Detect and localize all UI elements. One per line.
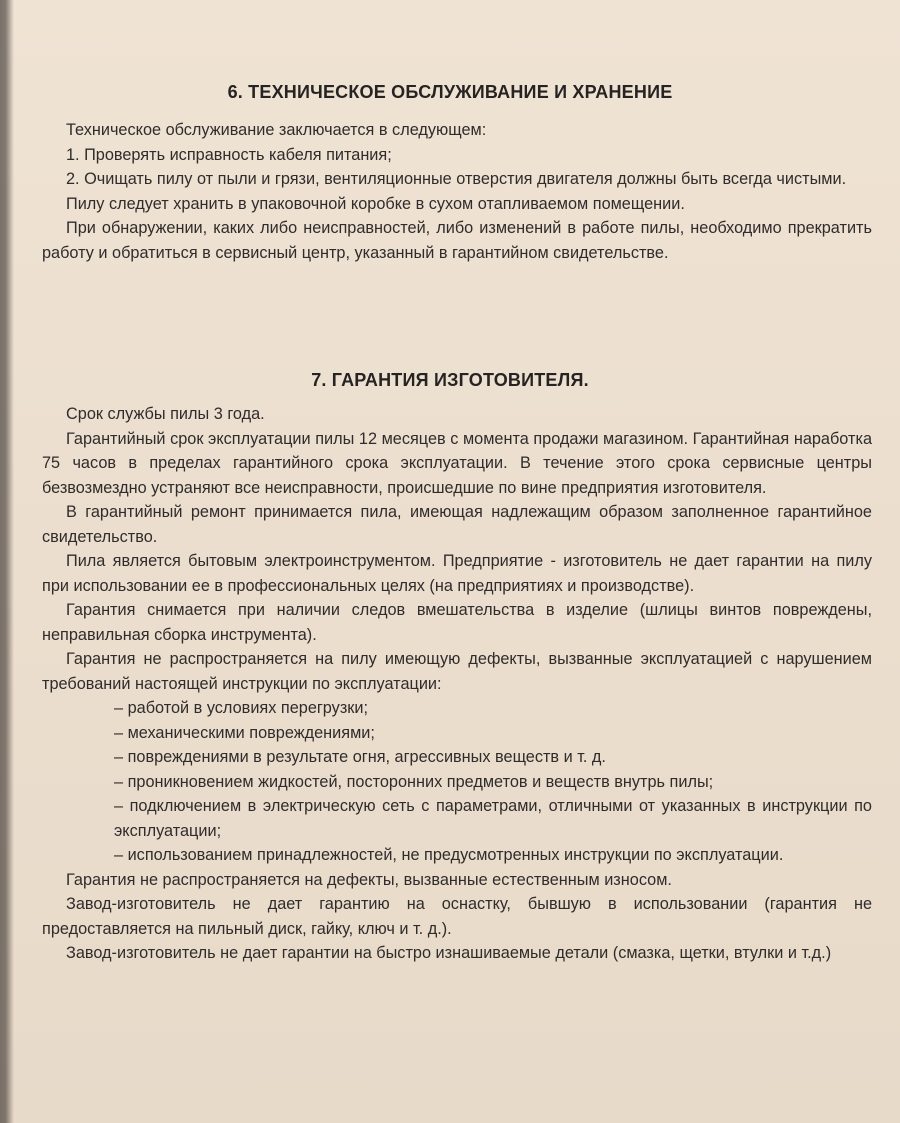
paragraph: Пилу следует хранить в упаковочной коробке в сухом отапливаемом помещении. <box>66 194 685 213</box>
list-item: – механическими повреждениями; <box>114 723 375 742</box>
paragraph: Завод-изготовитель не дает гарантию на оснастку, бывшую в использовании (гарантия не предоставляется на пильный диск, гайку, ключ и т. д.). <box>42 895 872 938</box>
paragraph: При обнаружении, каких либо неисправностей, либо изменений в работе пилы, необходимо прекратить работу и обратиться в сервисный центр, указанный в гарантийном свидетельстве. <box>42 219 872 262</box>
paragraph: В гарантийный ремонт принимается пила, имеющая надлежащим образом заполненное гарантийное свидетельство. <box>42 503 872 546</box>
section-7-heading: 7. ГАРАНТИЯ ИЗГОТОВИТЕЛЯ. <box>311 370 589 390</box>
section-7-body <box>42 402 872 966</box>
page-binding-shadow <box>0 0 14 1123</box>
list-item: – проникновением жидкостей, посторонних предметов и веществ внутрь пилы; <box>114 772 714 791</box>
section-6-heading: 6. ТЕХНИЧЕСКОЕ ОБСЛУЖИВАНИЕ И ХРАНЕНИЕ <box>227 82 673 102</box>
section-6-body <box>42 118 872 265</box>
paragraph: Срок службы пилы 3 года. <box>66 405 265 423</box>
paragraph: Гарантия снимается при наличии следов вмешательства в изделие (шлицы винтов повреждены, неправильная сборка инструмента). <box>42 601 872 644</box>
paragraph: 2. Очищать пилу от пыли и грязи, вентиляционные отверстия двигателя должны быть всегда чистыми. <box>66 170 847 188</box>
paragraph: Гарантийный срок эксплуатации пилы 12 месяцев с момента продажи магазином. Гарантийная наработка 75 часов в пределах гарантийного срока эксплуатации. В течение этого срока сервисные центры безвозмездно устраняют все неисправности, происшедшие по вине предприятия изготовителя. <box>42 429 872 497</box>
paragraph: Техническое обслуживание заключается в следующем: <box>66 121 487 139</box>
list-item: – повреждениями в результате огня, агрессивных веществ и т. д. <box>114 748 606 766</box>
paragraph: 1. Проверять исправность кабеля питания; <box>66 145 392 164</box>
list-item: – работой в условиях перегрузки; <box>114 699 369 717</box>
exclusion-list <box>42 696 872 868</box>
paragraph: Гарантия не распространяется на дефекты, вызванные естественным износом. <box>66 870 672 889</box>
list-item: – использованием принадлежностей, не предусмотренных инструкции по эксплуатации. <box>114 846 784 864</box>
list-item: – подключением в электрическую сеть с параметрами, отличными от указанных в инструкции по эксплуатации; <box>114 797 872 840</box>
paragraph: Завод-изготовитель не дает гарантии на быстро изнашиваемые детали (смазка, щетки, втулки и т.д.) <box>66 944 832 962</box>
paragraph: Гарантия не распространяется на пилу имеющую дефекты, вызванные эксплуатацией с нарушением требований настоящей инструкции по эксплуатации: <box>42 650 872 693</box>
paragraph: Пила является бытовым электроинструментом. Предприятие - изготовитель не дает гарантии на пилу при использовании ее в профессиональных целях (на предприятиях и производстве). <box>42 552 872 595</box>
